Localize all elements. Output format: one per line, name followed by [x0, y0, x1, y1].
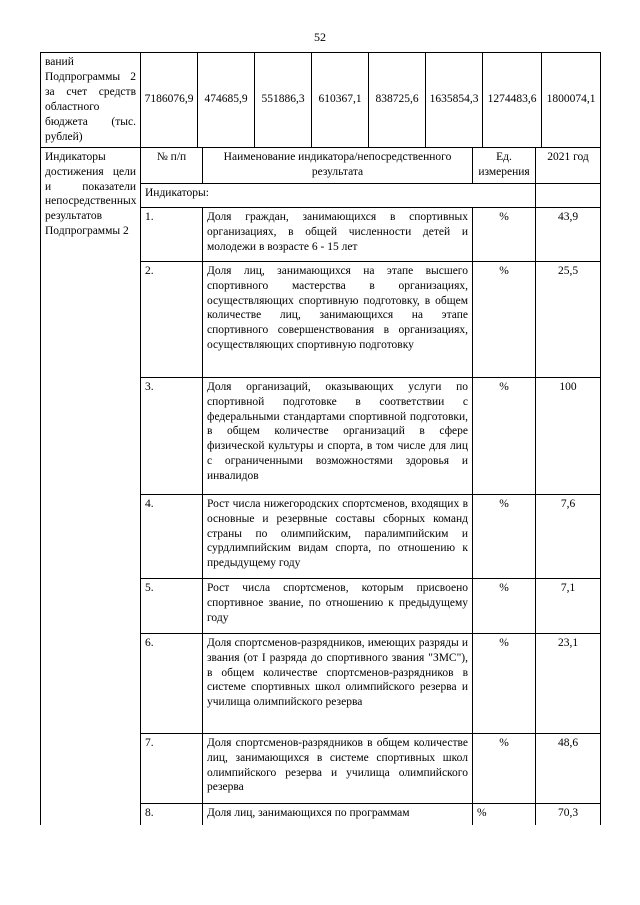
section-empty-cell: [536, 183, 601, 207]
row-number: 2.: [141, 261, 203, 377]
row-unit: %: [473, 633, 536, 733]
row-number: 1.: [141, 207, 203, 261]
row-unit: %: [473, 733, 536, 803]
row-number: 4.: [141, 494, 203, 578]
section-label: Индикаторы:: [141, 183, 536, 207]
header-unit: Ед. измерения: [473, 147, 536, 183]
funding-row: [41, 53, 601, 148]
row-value: 43,9: [536, 207, 601, 261]
indicators-label: Индикаторы достижения цели и показатели непосредственных результатов Подпрограммы 2: [41, 147, 141, 825]
funding-value: 1635854,3: [426, 53, 483, 148]
row-unit: %: [473, 494, 536, 578]
row-value: 23,1: [536, 633, 601, 733]
row-name: Доля организаций, оказывающих услуги по спортивной подготовке в соответствии с федеральными стандартами спортивной подготовки, в общем количестве организаций в сфере физической культуры и спорта, в том числе для лиц с ограниченными возможностями здоровья и инвалидов: [203, 377, 473, 494]
header-num: № п/п: [141, 147, 203, 183]
row-value: 100: [536, 377, 601, 494]
indicators-table: [40, 147, 601, 826]
row-number: 5.: [141, 578, 203, 633]
funding-value: 1274483,6: [483, 53, 542, 148]
funding-value: 474685,9: [198, 53, 255, 148]
row-number: 6.: [141, 633, 203, 733]
funding-table: [40, 52, 601, 148]
row-unit: %: [473, 578, 536, 633]
row-name: Рост числа нижегородских спортсменов, входящих в основные и резервные составы сборных команд страны по олимпийским, паралимпийским и сурдлимпийским видам спорта, по отношению к предыдущему году: [203, 494, 473, 578]
funding-value: 610367,1: [312, 53, 369, 148]
row-name: Рост числа спортсменов, которым присвоено спортивное звание, по отношению к предыдущему году: [203, 578, 473, 633]
row-unit: %: [473, 377, 536, 494]
row-number: 7.: [141, 733, 203, 803]
funding-value: 551886,3: [255, 53, 312, 148]
document-sheet: [40, 52, 600, 825]
header-name: Наименование индикатора/непосредственного результата: [203, 147, 473, 183]
row-unit: %: [473, 207, 536, 261]
row-name: Доля спортсменов-разрядников, имеющих разряды и звания (от I разряда до спортивного звания "ЗМС"), в общем количестве спортсменов-разрядников в системе спортивных школ олимпийского резерва и училища олимпийского резерва: [203, 633, 473, 733]
funding-value: 838725,6: [369, 53, 426, 148]
row-unit: %: [473, 261, 536, 377]
row-name: Доля лиц, занимающихся по программам: [203, 803, 473, 825]
row-value: 7,6: [536, 494, 601, 578]
row-value: 25,5: [536, 261, 601, 377]
row-value: 70,3: [536, 803, 601, 825]
row-name: Доля спортсменов-разрядников в общем количестве лиц, занимающихся в системе спортивных школ олимпийского резерва и училища олимпийского резерва: [203, 733, 473, 803]
row-unit: %: [473, 803, 536, 825]
page-number: 52: [314, 30, 326, 44]
row-name: Доля граждан, занимающихся в спортивных организациях, в общей численности детей и молодежи в возрасте 6 - 15 лет: [203, 207, 473, 261]
funding-value: 1800074,1: [542, 53, 601, 148]
row-value: 48,6: [536, 733, 601, 803]
funding-label: ваний Подпрограммы 2 за счет средств областного бюджета (тыс. рублей): [41, 53, 141, 148]
row-number: 3.: [141, 377, 203, 494]
row-value: 7,1: [536, 578, 601, 633]
row-number: 8.: [141, 803, 203, 825]
header-year: 2021 год: [536, 147, 601, 183]
funding-value: 7186076,9: [141, 53, 198, 148]
row-name: Доля лиц, занимающихся на этапе высшего спортивного мастерства в организациях, осуществляющих спортивную подготовку, в общем количестве лиц, занимающихся на этапе спортивного совершенствования в организациях, осуществляющих спортивную подготовку: [203, 261, 473, 377]
indicators-header-row: [41, 147, 601, 183]
